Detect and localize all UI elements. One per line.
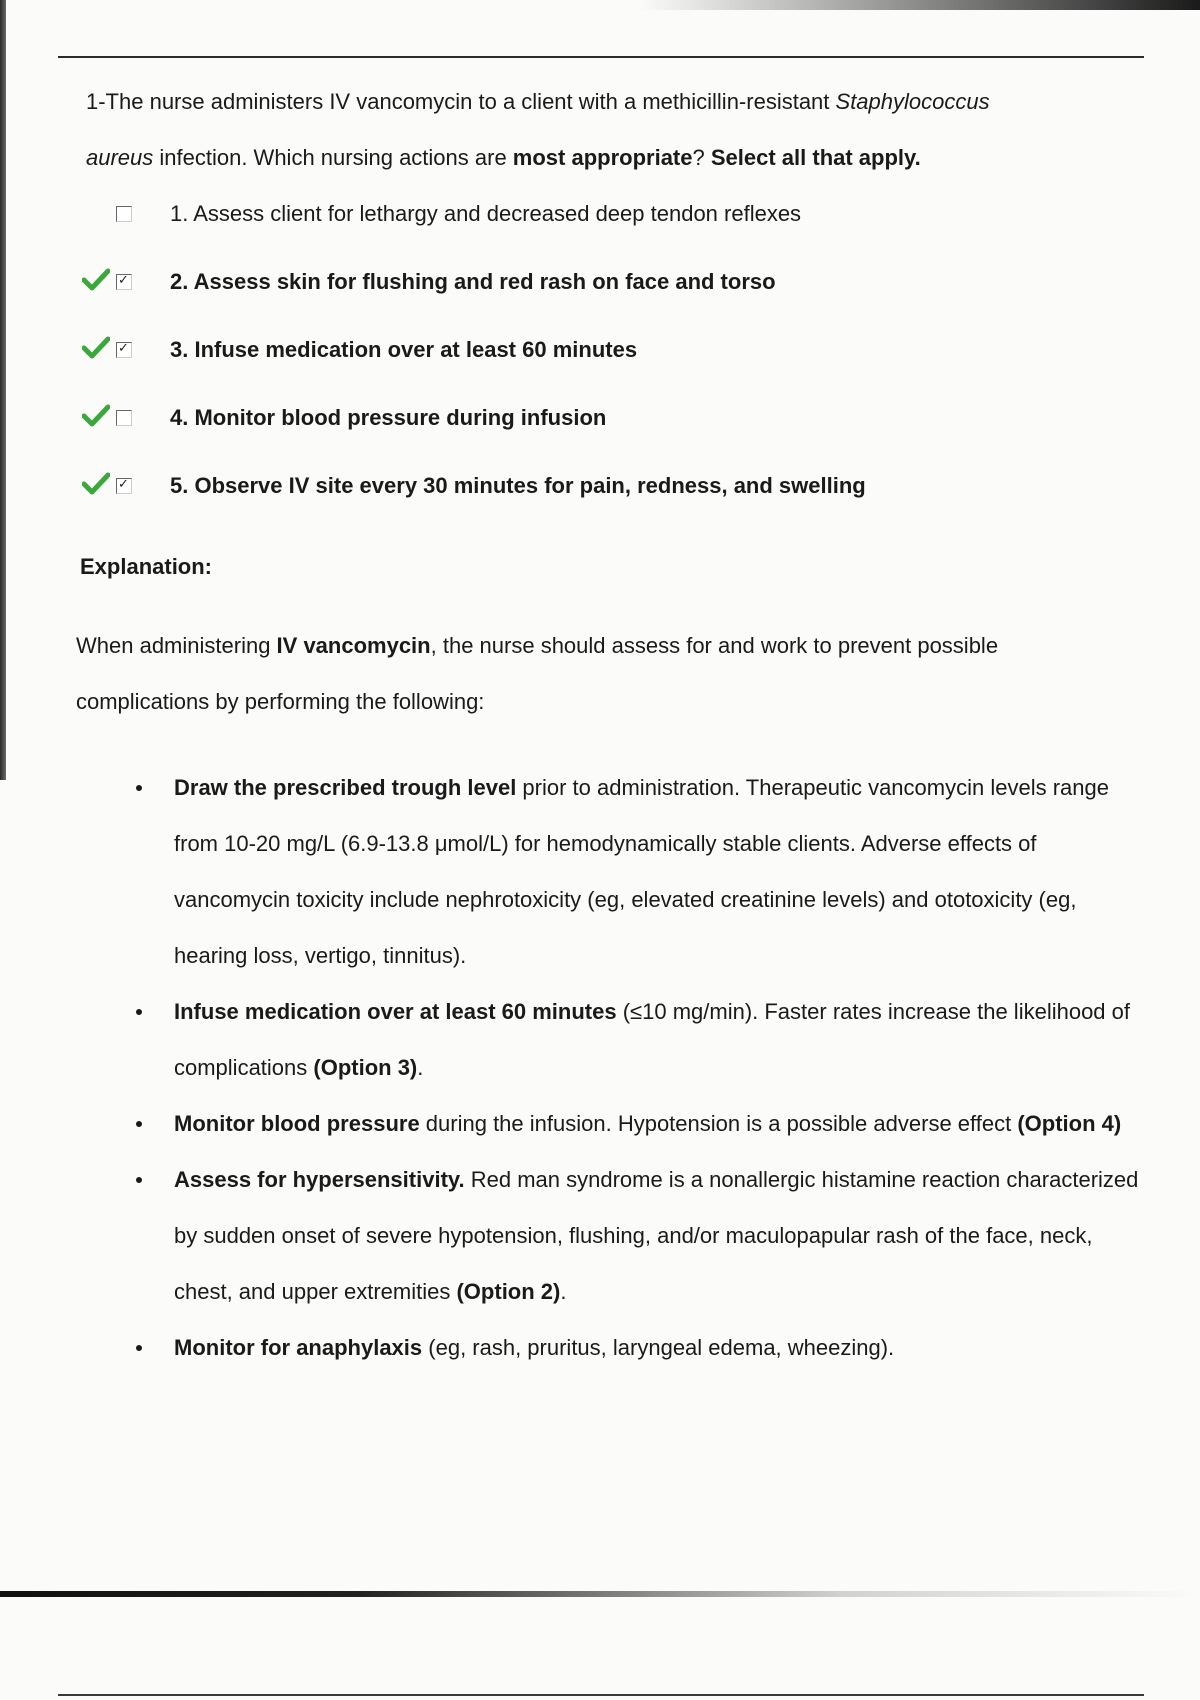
- question-italic-species: aureus: [86, 145, 154, 170]
- top-edge-shadow: [640, 0, 1200, 10]
- question-italic-genus: Staphylococcus: [835, 89, 990, 114]
- checkbox-tick-icon: ✓: [118, 340, 129, 355]
- correct-check-icon: [82, 336, 110, 360]
- correct-indicator-slot: [82, 472, 112, 500]
- option-label: 3. Infuse medication over at least 60 minutes: [170, 337, 638, 362]
- bullet-dot-icon: [136, 785, 142, 791]
- checkbox-tick-icon: ✓: [118, 476, 129, 491]
- list-item: Draw the prescribed trough level prior to administration. Therapeutic vancomycin levels range from 10-20 mg/L (6.9-13.8 μmol/L) for hemodynamically stable clients. Adverse effects of vancomycin toxicity include nephrotoxicity (eg, elevated creatinine levels) and ototoxicity (eg, hearing loss, vertigo, tinnitus).: [130, 760, 1140, 984]
- option-label: 2. Assess skin for flushing and red rash on face and torso: [170, 269, 776, 294]
- list-item: Infuse medication over at least 60 minutes (≤10 mg/min). Faster rates increase the likelihood of complications (Option 3).: [130, 984, 1140, 1096]
- option-5[interactable]: [82, 472, 1082, 540]
- option-checkbox[interactable]: [116, 478, 132, 494]
- correct-indicator-slot: [82, 404, 112, 432]
- bullet-dot-icon: [136, 1345, 142, 1351]
- bottom-divider: [58, 1694, 1144, 1696]
- option-1[interactable]: [82, 200, 1082, 268]
- correct-check-icon: [82, 404, 110, 428]
- answer-options: [82, 200, 1082, 540]
- correct-check-icon: [82, 268, 110, 292]
- option-2[interactable]: [82, 268, 1082, 336]
- question-text: 1-The nurse administers IV vancomycin to a client with a methicillin-resistant Staphylococcus aureus infection. Which nursing actions are most appropriate? Select all that apply.: [86, 89, 990, 170]
- correct-indicator-slot: [82, 200, 112, 228]
- option-checkbox[interactable]: [116, 274, 132, 290]
- option-checkbox[interactable]: [116, 206, 132, 222]
- explanation-bullet-list: [130, 760, 1140, 1376]
- option-4[interactable]: [82, 404, 1082, 472]
- explanation-heading: Explanation:: [80, 554, 213, 579]
- page-bottom-edge: [0, 1591, 1200, 1597]
- option-checkbox[interactable]: [116, 410, 132, 426]
- bullet-dot-icon: [136, 1121, 142, 1127]
- page-edge-shadow: [0, 0, 6, 780]
- bullet-dot-icon: [136, 1177, 142, 1183]
- option-checkbox[interactable]: [116, 342, 132, 358]
- bullet-dot-icon: [136, 1009, 142, 1015]
- option-label: 1. Assess client for lethargy and decreased deep tendon reflexes: [170, 201, 802, 226]
- explanation-intro: When administering IV vancomycin, the nurse should assess for and work to prevent possible complications by performing the following:: [76, 633, 999, 714]
- correct-check-icon: [82, 472, 110, 496]
- option-label: 5. Observe IV site every 30 minutes for pain, redness, and swelling: [170, 473, 866, 498]
- option-3[interactable]: [82, 336, 1082, 404]
- top-divider: [58, 56, 1144, 58]
- correct-indicator-slot: [82, 268, 112, 296]
- list-item: Monitor blood pressure during the infusion. Hypotension is a possible adverse effect (Option 4): [130, 1096, 1140, 1152]
- list-item: Monitor for anaphylaxis (eg, rash, pruritus, laryngeal edema, wheezing).: [130, 1320, 1140, 1376]
- checkbox-tick-icon: ✓: [118, 272, 129, 287]
- correct-indicator-slot: [82, 336, 112, 364]
- option-label: 4. Monitor blood pressure during infusion: [170, 405, 607, 430]
- list-item: Assess for hypersensitivity. Red man syndrome is a nonallergic histamine reaction characterized by sudden onset of severe hypotension, flushing, and/or maculopapular rash of the face, neck, chest, and upper extremities (Option 2).: [130, 1152, 1140, 1320]
